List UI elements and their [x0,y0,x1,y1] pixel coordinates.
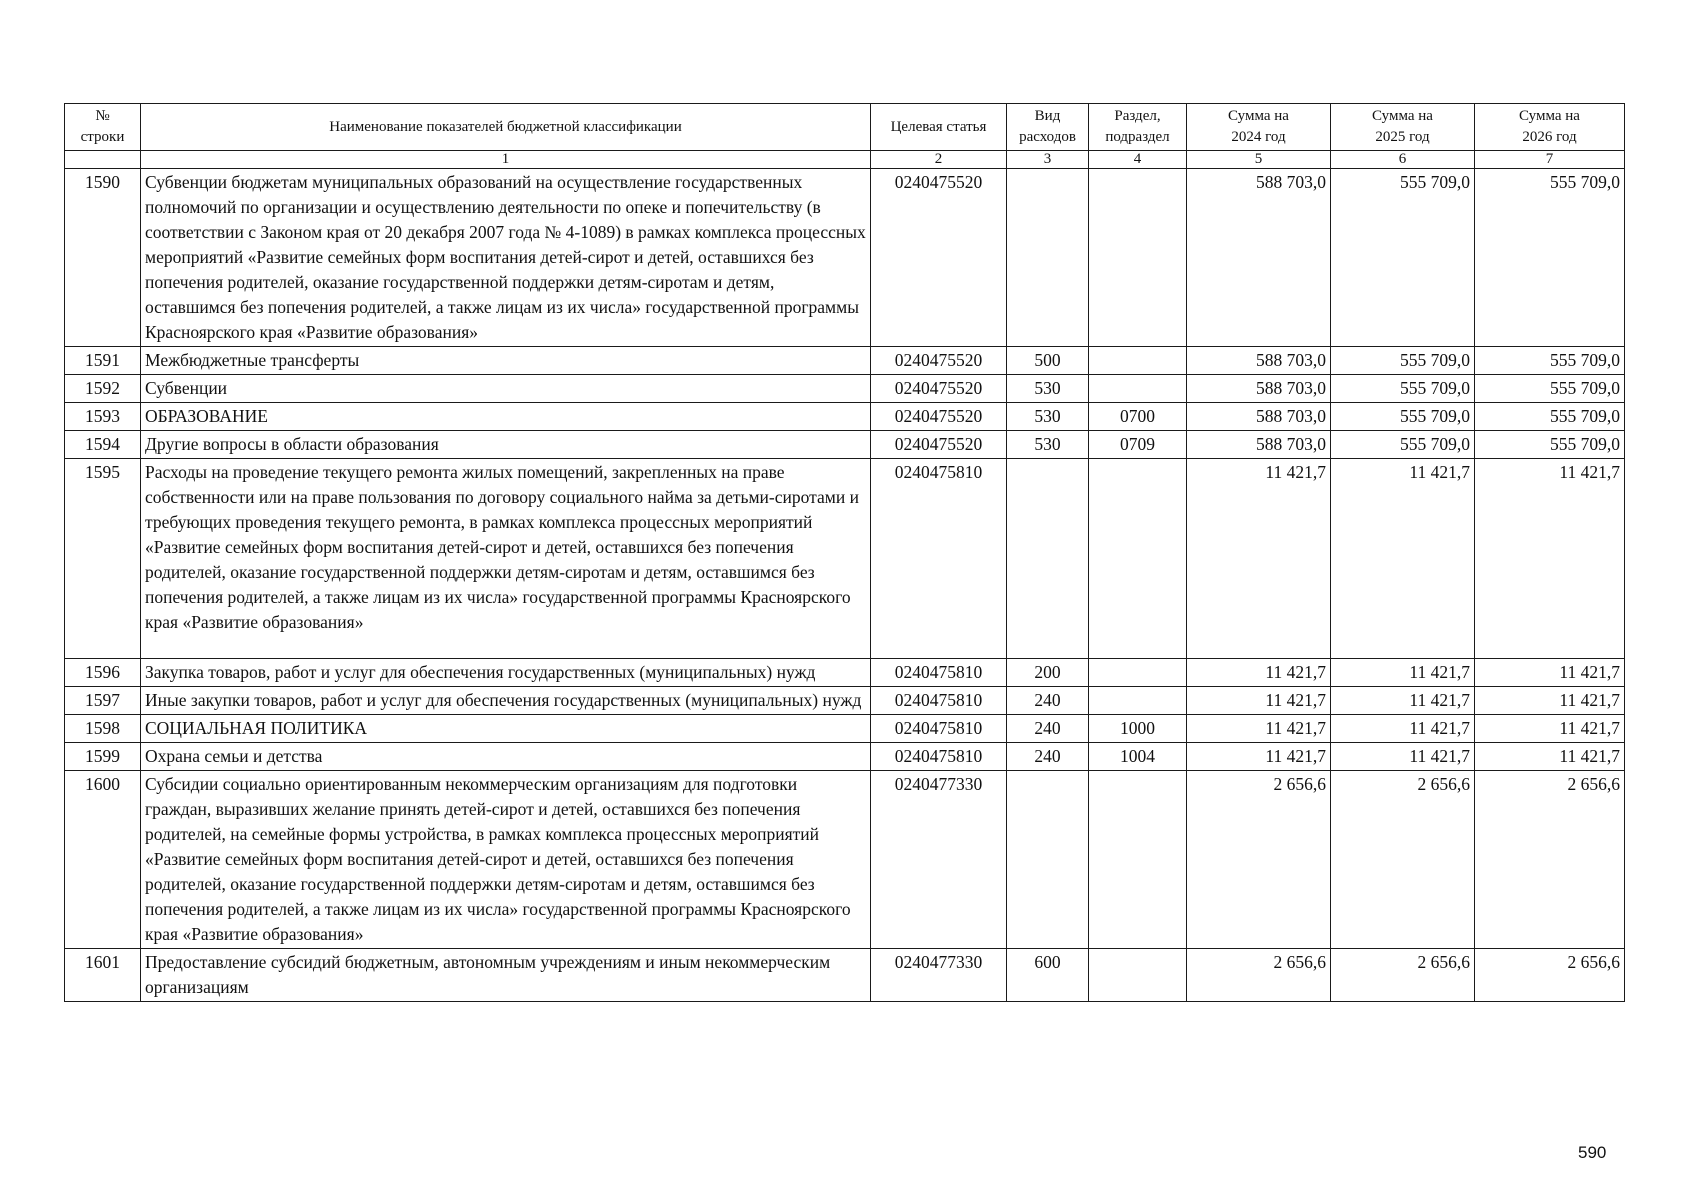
column-number: 2 [871,151,1007,169]
row-sum-2026: 555 709,0 [1475,169,1625,347]
row-target-article: 0240475520 [871,431,1007,459]
column-number: 7 [1475,151,1625,169]
header-row-no: № строки [65,104,141,151]
table-row [65,403,1625,431]
row-sum-2025: 11 421,7 [1331,459,1475,659]
header-section: Раздел, подраздел [1089,104,1187,151]
row-expense-type: 530 [1007,403,1089,431]
row-number: 1599 [65,743,141,771]
row-number: 1590 [65,169,141,347]
row-number: 1592 [65,375,141,403]
row-sum-2024: 588 703,0 [1187,375,1331,403]
row-sum-2026: 2 656,6 [1475,949,1625,1002]
row-name: Охрана семьи и детства [141,743,871,771]
row-name: Субвенции бюджетам муниципальных образований на осуществление государственных полномочий по организации и осуществлению деятельности по опеке и попечительству (в соответствии с Законом края от 20 декабря 2007 года № 4-1089) в рамках комплекса процессных мероприятий «Развитие семейных форм воспитания детей-сирот и детей, оставшихся без попечения родителей, оказание государственной поддержки детям-сиротам и детям, оставшимся без попечения родителей, а также лицам из их числа» государственной программы Красноярского края «Развитие образования» [141,169,871,347]
table-row [65,169,1625,347]
column-number: 6 [1331,151,1475,169]
row-number: 1601 [65,949,141,1002]
row-sum-2024: 11 421,7 [1187,459,1331,659]
row-sum-2026: 11 421,7 [1475,715,1625,743]
row-expense-type [1007,169,1089,347]
table-row [65,949,1625,1002]
table-row [65,659,1625,687]
row-sum-2026: 555 709,0 [1475,375,1625,403]
row-sum-2026: 11 421,7 [1475,743,1625,771]
table-row [65,431,1625,459]
row-expense-type: 240 [1007,715,1089,743]
row-target-article: 0240477330 [871,949,1007,1002]
row-target-article: 0240475520 [871,347,1007,375]
header-sum-2024: Сумма на 2024 год [1187,104,1331,151]
row-target-article: 0240475520 [871,403,1007,431]
row-sum-2025: 2 656,6 [1331,771,1475,949]
row-section [1089,687,1187,715]
row-target-article: 0240477330 [871,771,1007,949]
table-row [65,771,1625,949]
row-target-article: 0240475810 [871,659,1007,687]
header-expense-type: Вид расходов [1007,104,1089,151]
row-expense-type: 600 [1007,949,1089,1002]
row-sum-2025: 2 656,6 [1331,949,1475,1002]
column-numbers-row [65,151,1625,169]
row-sum-2025: 555 709,0 [1331,403,1475,431]
row-target-article: 0240475520 [871,169,1007,347]
row-sum-2026: 11 421,7 [1475,659,1625,687]
row-name: Предоставление субсидий бюджетным, автономным учреждениям и иным некоммерческим организациям [141,949,871,1002]
row-target-article: 0240475810 [871,743,1007,771]
row-name: Субвенции [141,375,871,403]
column-number: 4 [1089,151,1187,169]
row-sum-2024: 588 703,0 [1187,169,1331,347]
row-sum-2024: 588 703,0 [1187,403,1331,431]
row-expense-type: 240 [1007,743,1089,771]
row-sum-2024: 11 421,7 [1187,659,1331,687]
row-sum-2025: 555 709,0 [1331,169,1475,347]
table-header-row [65,104,1625,151]
row-name: ОБРАЗОВАНИЕ [141,403,871,431]
row-sum-2025: 11 421,7 [1331,715,1475,743]
table-row [65,459,1625,659]
column-number: 1 [141,151,871,169]
row-sum-2026: 555 709,0 [1475,431,1625,459]
row-sum-2024: 11 421,7 [1187,743,1331,771]
row-expense-type: 530 [1007,375,1089,403]
row-section [1089,347,1187,375]
row-sum-2026: 555 709,0 [1475,347,1625,375]
row-sum-2024: 588 703,0 [1187,347,1331,375]
row-sum-2025: 11 421,7 [1331,659,1475,687]
row-sum-2025: 11 421,7 [1331,743,1475,771]
page-number: 590 [1578,1143,1607,1162]
row-expense-type: 200 [1007,659,1089,687]
row-number: 1594 [65,431,141,459]
row-target-article: 0240475810 [871,715,1007,743]
row-sum-2026: 11 421,7 [1475,459,1625,659]
header-sum-2026: Сумма на 2026 год [1475,104,1625,151]
row-expense-type: 530 [1007,431,1089,459]
row-sum-2024: 2 656,6 [1187,949,1331,1002]
header-name: Наименование показателей бюджетной классификации [141,104,871,151]
table-row [65,347,1625,375]
row-number: 1593 [65,403,141,431]
row-name: Субсидии социально ориентированным некоммерческим организациям для подготовки граждан, выразивших желание принять детей-сирот и детей, оставшихся без попечения родителей, на семейные формы устройства, в рамках комплекса процессных мероприятий «Развитие семейных форм воспитания детей-сирот и детей, оставшихся без попечения родителей, оказание государственной поддержки детям-сиротам и детям, оставшимся без попечения родителей, а также лицам из их числа» государственной программы Красноярского края «Развитие образования» [141,771,871,949]
row-number: 1591 [65,347,141,375]
row-number: 1596 [65,659,141,687]
row-section: 0709 [1089,431,1187,459]
row-expense-type [1007,459,1089,659]
row-number: 1597 [65,687,141,715]
header-target-article: Целевая статья [871,104,1007,151]
table-row [65,375,1625,403]
budget-sheet [64,103,1624,1002]
row-number: 1600 [65,771,141,949]
header-sum-2025: Сумма на 2025 год [1331,104,1475,151]
table-row [65,687,1625,715]
row-target-article: 0240475810 [871,459,1007,659]
table-row [65,715,1625,743]
row-sum-2024: 588 703,0 [1187,431,1331,459]
row-name: Расходы на проведение текущего ремонта жилых помещений, закрепленных на праве собственности или на праве пользования по договору социального найма за детьми-сиротами и требующих проведения текущего ремонта, в рамках комплекса процессных мероприятий «Развитие семейных форм воспитания детей-сирот и детей, оставшихся без попечения родителей, оказание государственной поддержки детям-сиротам и детям, оставшимся без попечения родителей, а также лицам из их числа» государственной программы Красноярского края «Развитие образования» [141,459,871,659]
row-section [1089,949,1187,1002]
row-expense-type: 240 [1007,687,1089,715]
row-sum-2026: 11 421,7 [1475,687,1625,715]
column-number: 5 [1187,151,1331,169]
row-sum-2025: 555 709,0 [1331,375,1475,403]
row-sum-2024: 11 421,7 [1187,687,1331,715]
row-sum-2026: 555 709,0 [1475,403,1625,431]
row-target-article: 0240475810 [871,687,1007,715]
row-section [1089,375,1187,403]
row-name: Закупка товаров, работ и услуг для обеспечения государственных (муниципальных) нужд [141,659,871,687]
row-section [1089,459,1187,659]
row-number: 1598 [65,715,141,743]
row-section [1089,169,1187,347]
table-row [65,743,1625,771]
row-sum-2025: 555 709,0 [1331,347,1475,375]
row-section: 1000 [1089,715,1187,743]
row-name: Межбюджетные трансферты [141,347,871,375]
column-number [65,151,141,169]
row-name: Иные закупки товаров, работ и услуг для обеспечения государственных (муниципальных) нужд [141,687,871,715]
row-section [1089,659,1187,687]
row-section [1089,771,1187,949]
row-sum-2026: 2 656,6 [1475,771,1625,949]
row-section: 0700 [1089,403,1187,431]
row-sum-2025: 555 709,0 [1331,431,1475,459]
row-name: Другие вопросы в области образования [141,431,871,459]
column-number: 3 [1007,151,1089,169]
row-name: СОЦИАЛЬНАЯ ПОЛИТИКА [141,715,871,743]
budget-table [64,103,1625,1002]
row-sum-2024: 2 656,6 [1187,771,1331,949]
row-section: 1004 [1089,743,1187,771]
row-expense-type: 500 [1007,347,1089,375]
row-sum-2024: 11 421,7 [1187,715,1331,743]
row-number: 1595 [65,459,141,659]
row-expense-type [1007,771,1089,949]
row-sum-2025: 11 421,7 [1331,687,1475,715]
row-target-article: 0240475520 [871,375,1007,403]
